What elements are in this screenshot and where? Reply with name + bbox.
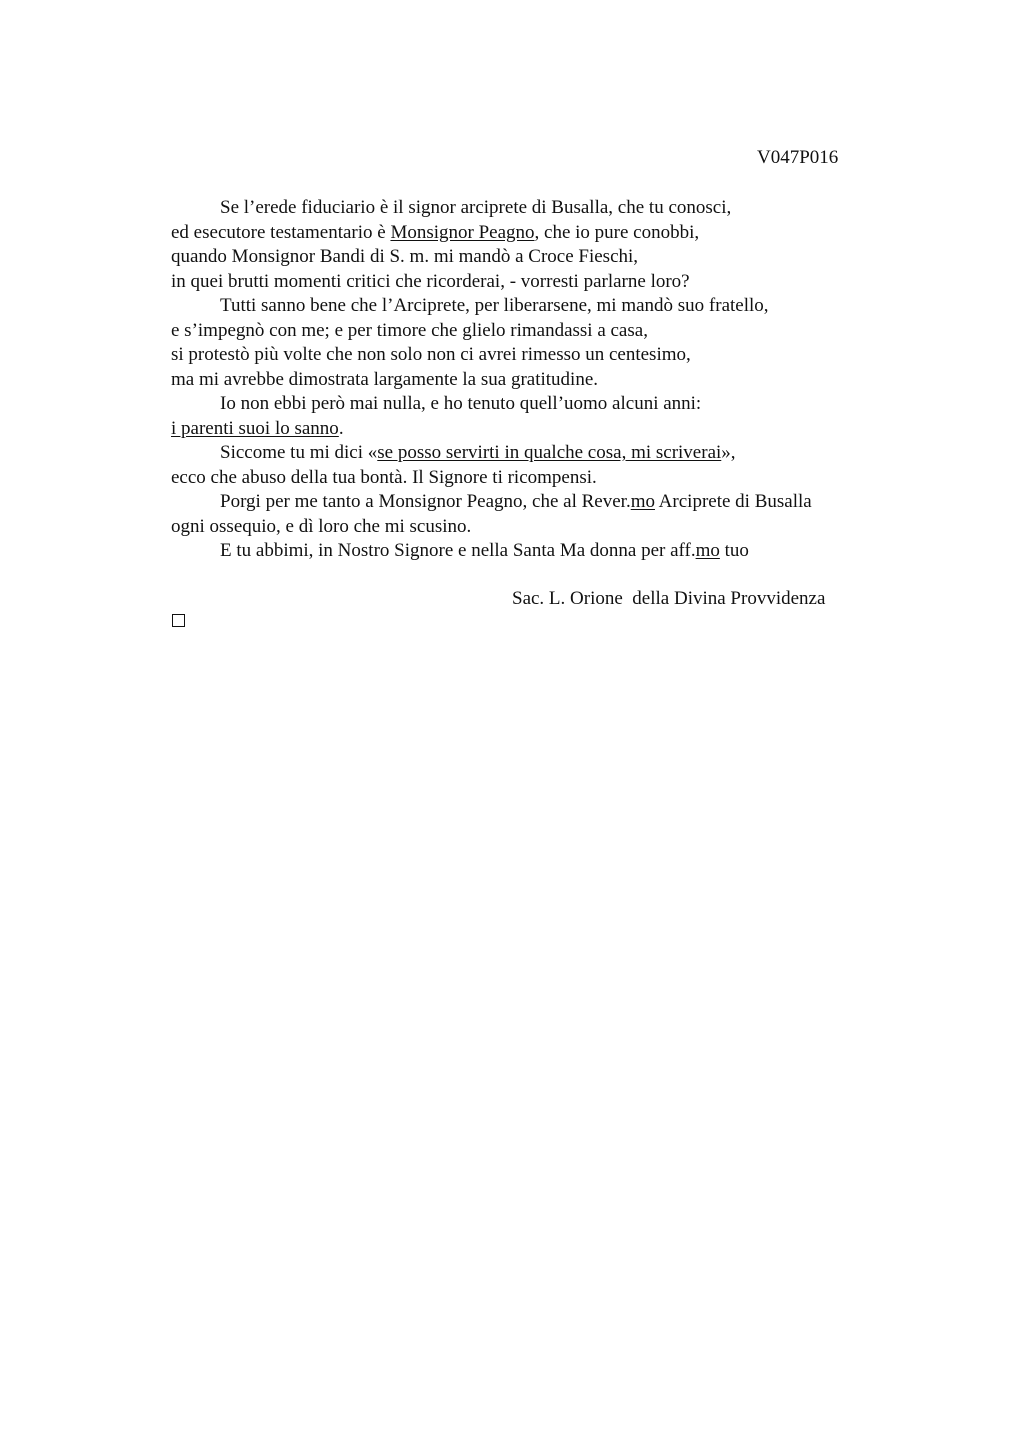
letter-line [171,245,911,270]
line-text-tail: tuo [719,540,749,561]
signature: Sac. L. Orione della Divina Provvidenza [512,588,826,609]
letter-line [171,539,911,564]
line-text: in quei brutti momenti critici che ricorderai, - vorresti parlarne loro? [171,270,690,292]
letter-body [171,196,911,564]
line-text-tail: . [338,417,344,439]
line-text: ma mi avrebbe dimostrata largamente la sua gratitudine. [171,368,598,390]
letter-line [171,466,911,491]
line-text: ogni ossequio, e dì loro che mi scusino. [171,515,472,537]
letter-line [171,392,911,417]
line-text: Porgi per me tanto a Monsignor Peagno, che al Rever. [220,491,631,512]
line-text: e s’impegnò con me; e per timore che glielo rimandassi a casa, [171,319,648,341]
line-text-tail: Arciprete di Busalla [654,491,812,512]
line-text: Siccome tu mi dici « [220,442,378,463]
line-text: Se l’erede fiduciario è il signor arciprete di Busalla, che tu conosci, [220,197,732,218]
letter-line [171,343,911,368]
underlined-text: Monsignor Peagno [390,221,535,243]
page-code: V047P016 [757,147,839,168]
line-text-tail: », [721,442,736,463]
letter-line [171,294,911,319]
line-text: Io non ebbi però mai nulla, e ho tenuto quell’uomo alcuni anni: [220,393,702,414]
line-text: E tu abbimi, in Nostro Signore e nella Santa Ma donna per aff. [220,540,696,561]
letter-line [171,441,911,466]
letter-line [171,417,911,442]
underlined-text: se posso servirti in qualche cosa, mi scriverai [377,442,722,463]
letter-line [171,490,911,515]
underlined-text: mo [695,540,720,561]
letter-line [171,270,911,295]
line-text-tail: , che io pure conobbi, [534,221,700,243]
line-text: quando Monsignor Bandi di S. m. mi mandò a Croce Fieschi, [171,246,639,267]
underlined-text: i parenti suoi lo sanno [171,417,339,439]
line-text: ed esecutore testamentario è [171,221,391,243]
letter-line [171,196,911,221]
line-text: Tutti sanno bene che l’Arciprete, per liberarsene, mi mandò suo fratello, [220,295,769,316]
letter-line [171,319,911,344]
line-text: si protestò più volte che non solo non ci avrei rimesso un centesimo, [171,344,691,365]
line-text: ecco che abuso della tua bontà. Il Signore ti ricompensi. [171,466,597,488]
underlined-text: mo [630,491,655,512]
letter-line [171,221,911,246]
letter-line [171,515,911,540]
checkbox-square-icon [172,614,185,627]
letter-line [171,368,911,393]
